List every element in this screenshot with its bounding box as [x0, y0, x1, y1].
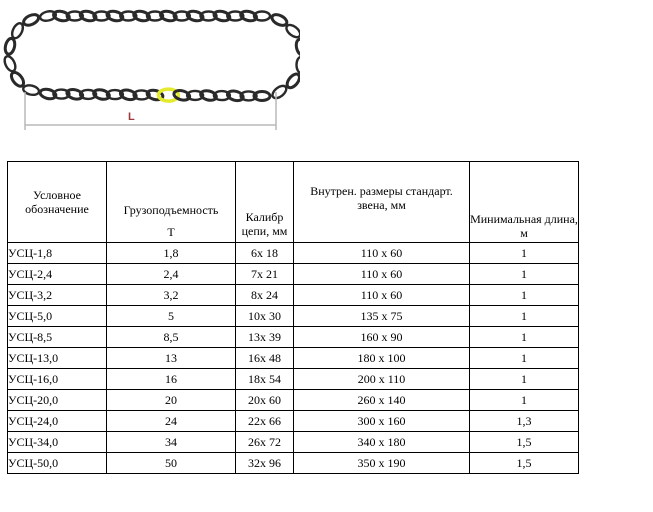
- chain-link: [295, 38, 300, 56]
- chain-link: [22, 12, 40, 27]
- cell-name: УСЦ-16,0: [8, 369, 107, 390]
- chain-link: [270, 83, 288, 100]
- cell-min-length: 1,5: [470, 453, 579, 474]
- table-row: [8, 348, 579, 369]
- cell-inner-dims: 110 х 60: [294, 264, 470, 285]
- cell-name: УСЦ-13,0: [8, 348, 107, 369]
- table-row: [8, 411, 579, 432]
- cell-inner-dims: 300 х 160: [294, 411, 470, 432]
- cell-capacity: 34: [107, 432, 236, 453]
- cell-min-length: 1: [470, 369, 579, 390]
- table-row: [8, 432, 579, 453]
- cell-caliber: 16х 48: [236, 348, 294, 369]
- header-min-length: Минимальная длина, м: [470, 162, 579, 243]
- cell-capacity: 20: [107, 390, 236, 411]
- cell-capacity: 50: [107, 453, 236, 474]
- cell-min-length: 1: [470, 285, 579, 306]
- cell-inner-dims: 135 х 75: [294, 306, 470, 327]
- cell-name: УСЦ-20,0: [8, 390, 107, 411]
- table-row: [8, 285, 579, 306]
- cell-name: УСЦ-24,0: [8, 411, 107, 432]
- header-inner-dims: Внутрен. размеры стандарт. звена, мм: [294, 162, 470, 243]
- cell-min-length: 1,3: [470, 411, 579, 432]
- table-body: [8, 243, 579, 474]
- cell-inner-dims: 200 х 110: [294, 369, 470, 390]
- cell-capacity: 13: [107, 348, 236, 369]
- cell-min-length: 1: [470, 264, 579, 285]
- cell-caliber: 8х 24: [236, 285, 294, 306]
- cell-caliber: 18х 54: [236, 369, 294, 390]
- chain-link: [285, 72, 300, 90]
- table-row: [8, 243, 579, 264]
- cell-name: УСЦ-5,0: [8, 306, 107, 327]
- table-row: [8, 327, 579, 348]
- cell-inner-dims: 110 х 60: [294, 243, 470, 264]
- cell-capacity: 8,5: [107, 327, 236, 348]
- dimension-label: L: [128, 111, 135, 123]
- cell-caliber: 13х 39: [236, 327, 294, 348]
- cell-inner-dims: 350 х 190: [294, 453, 470, 474]
- chain-sling-illustration: [0, 0, 300, 140]
- chain-link: [297, 57, 301, 73]
- cell-capacity: 5: [107, 306, 236, 327]
- cell-capacity: 16: [107, 369, 236, 390]
- cell-capacity: 24: [107, 411, 236, 432]
- cell-capacity: 2,4: [107, 264, 236, 285]
- header-capacity-unit: Т: [107, 223, 236, 243]
- cell-inner-dims: 180 х 100: [294, 348, 470, 369]
- cell-caliber: 22х 66: [236, 411, 294, 432]
- chain-link: [4, 37, 16, 55]
- cell-name: УСЦ-8,5: [8, 327, 107, 348]
- cell-caliber: 7х 21: [236, 264, 294, 285]
- chain-link: [270, 12, 288, 27]
- cell-min-length: 1: [470, 327, 579, 348]
- table-row: [8, 264, 579, 285]
- table-row: [8, 453, 579, 474]
- cell-caliber: 20х 60: [236, 390, 294, 411]
- cell-caliber: 32х 96: [236, 453, 294, 474]
- table-row: [8, 369, 579, 390]
- cell-caliber: 26х 72: [236, 432, 294, 453]
- cell-capacity: 3,2: [107, 285, 236, 306]
- cell-name: УСЦ-1,8: [8, 243, 107, 264]
- cell-caliber: 6х 18: [236, 243, 294, 264]
- table-row: [8, 306, 579, 327]
- cell-inner-dims: 260 х 140: [294, 390, 470, 411]
- cell-min-length: 1: [470, 306, 579, 327]
- cell-caliber: 10х 30: [236, 306, 294, 327]
- cell-capacity: 1,8: [107, 243, 236, 264]
- cell-name: УСЦ-3,2: [8, 285, 107, 306]
- chain-link: [2, 55, 17, 73]
- header-caliber: Калибр цепи, мм: [236, 162, 294, 243]
- cell-min-length: 1,5: [470, 432, 579, 453]
- header-name: Условное обозначение: [8, 162, 107, 243]
- cell-min-length: 1: [470, 348, 579, 369]
- cell-name: УСЦ-2,4: [8, 264, 107, 285]
- table-row: [8, 390, 579, 411]
- chain-link: [9, 70, 26, 88]
- cell-inner-dims: 110 х 60: [294, 285, 470, 306]
- specification-table: [7, 161, 579, 474]
- header-capacity: Грузоподъемность: [107, 162, 236, 223]
- cell-name: УСЦ-34,0: [8, 432, 107, 453]
- cell-name: УСЦ-50,0: [8, 453, 107, 474]
- cell-min-length: 1: [470, 390, 579, 411]
- cell-inner-dims: 160 х 90: [294, 327, 470, 348]
- cell-min-length: 1: [470, 243, 579, 264]
- cell-inner-dims: 340 х 180: [294, 432, 470, 453]
- chain-links: [2, 10, 300, 102]
